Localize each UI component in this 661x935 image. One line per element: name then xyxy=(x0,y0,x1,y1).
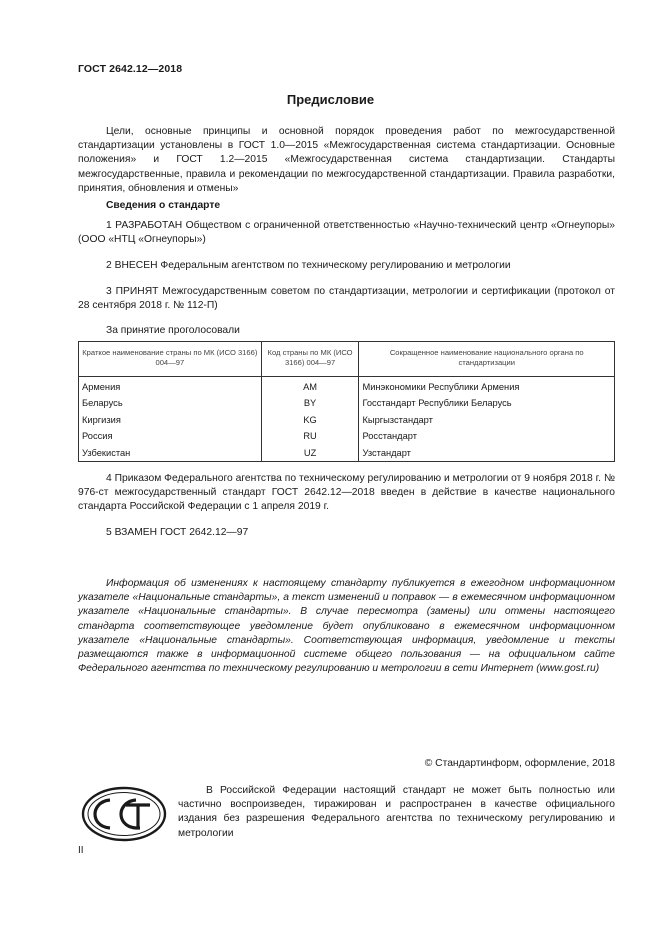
table-row xyxy=(79,428,615,444)
item-order: 4 Приказом Федерального агентства по техническому регулированию и метрологии от 9 ноября 2018 г. № 976-ст межгосударственный стандарт ГОСТ 2642.12—2018 введен в действие в качестве национального стандарта Российской Федерации с 1 апреля 2019 г. xyxy=(78,473,615,513)
cell-body: Госстандарт Республики Беларусь xyxy=(359,395,615,411)
document-code: ГОСТ 2642.12—2018 xyxy=(78,63,183,75)
page-title: Предисловие xyxy=(286,92,375,107)
item-adopted: 3 ПРИНЯТ Межгосударственным советом по стандартизации, метрологии и сертификации (протокол от 28 сентября 2018 г. № 112-П) xyxy=(78,286,615,312)
table-row xyxy=(79,412,615,428)
intro-paragraph: Цели, основные принципы и основной порядок проведения работ по межгосударственной стандартизации установлены в ГОСТ 1.0—2015 «Межгосударственная система стандартизации. Основные положения» и ГОСТ 1.2—2015 «Межгосударственная система стандартизации. Стандарты межгосударственные, правила и рекомендации по межгосударственной стандартизации. Правила разработки, принятия, обновления и отмены» xyxy=(78,126,615,194)
cell-code: UZ xyxy=(261,445,359,462)
column-header-code: Код страны по МК (ИСО 3166) 004—97 xyxy=(261,342,359,377)
table-header-row xyxy=(79,342,615,377)
column-header-body: Сокращенное наименование национального органа по стандартизации xyxy=(359,342,615,377)
column-header-country: Краткое наименование страны по МК (ИСО 3166) 004—97 xyxy=(79,342,262,377)
table-row xyxy=(79,395,615,411)
cell-code: AM xyxy=(261,377,359,396)
page-number: II xyxy=(78,845,84,856)
cell-country: Армения xyxy=(79,377,262,396)
cell-body: Росстандарт xyxy=(359,428,615,444)
cell-country: Киргизия xyxy=(79,412,262,428)
table-row xyxy=(79,377,615,396)
cell-code: RU xyxy=(261,428,359,444)
cell-body: Кыргызстандарт xyxy=(359,412,615,428)
rst-certification-mark-icon xyxy=(80,786,168,842)
item-developed: 1 РАЗРАБОТАН Обществом с ограниченной ответственностью «Научно-технический центр «Огнеупоры» (ООО «НТЦ «Огнеупоры») xyxy=(78,220,615,246)
voting-table xyxy=(78,341,615,462)
section-heading: Сведения о стандарте xyxy=(106,200,221,211)
cell-country: Узбекистан xyxy=(79,445,262,462)
reproduction-notice: В Российской Федерации настоящий стандарт не может быть полностью или частично воспроизведен, тиражирован и распространен в качестве официального издания без разрешения Федерального агентства по техническому регулированию и метрологии xyxy=(178,785,615,839)
voted-label: За принятие проголосовали xyxy=(106,325,240,336)
cell-code: KG xyxy=(261,412,359,428)
item-introduced: 2 ВНЕСЕН Федеральным агентством по техническому регулированию и метрологии xyxy=(106,260,511,271)
cell-code: BY xyxy=(261,395,359,411)
item-replaces: 5 ВЗАМЕН ГОСТ 2642.12—97 xyxy=(106,527,249,538)
table-row xyxy=(79,445,615,462)
cell-body: Узстандарт xyxy=(359,445,615,462)
info-notice: Информация об изменениях к настоящему стандарту публикуется в ежегодном информационном указателе «Национальные стандарты», а текст изменений и поправок — в ежемесячном информационном указателе «Национальные стандарты». В случае пересмотра (замены) или отмены настоящего стандарта соответствующее уведомление будет опубликовано в ежемесячном информационном указателе «Национальные стандарты». Соответствующая информация, уведомление и тексты размещаются также в информационной системе общего пользования — на официальном сайте Федерального агентства по техническому регулированию и метрологии в сети Интернет (www.gost.ru) xyxy=(78,578,615,675)
copyright-line: © Стандартинформ, оформление, 2018 xyxy=(424,758,615,769)
cell-body: Минэкономики Республики Армения xyxy=(359,377,615,396)
cell-country: Беларусь xyxy=(79,395,262,411)
cell-country: Россия xyxy=(79,428,262,444)
